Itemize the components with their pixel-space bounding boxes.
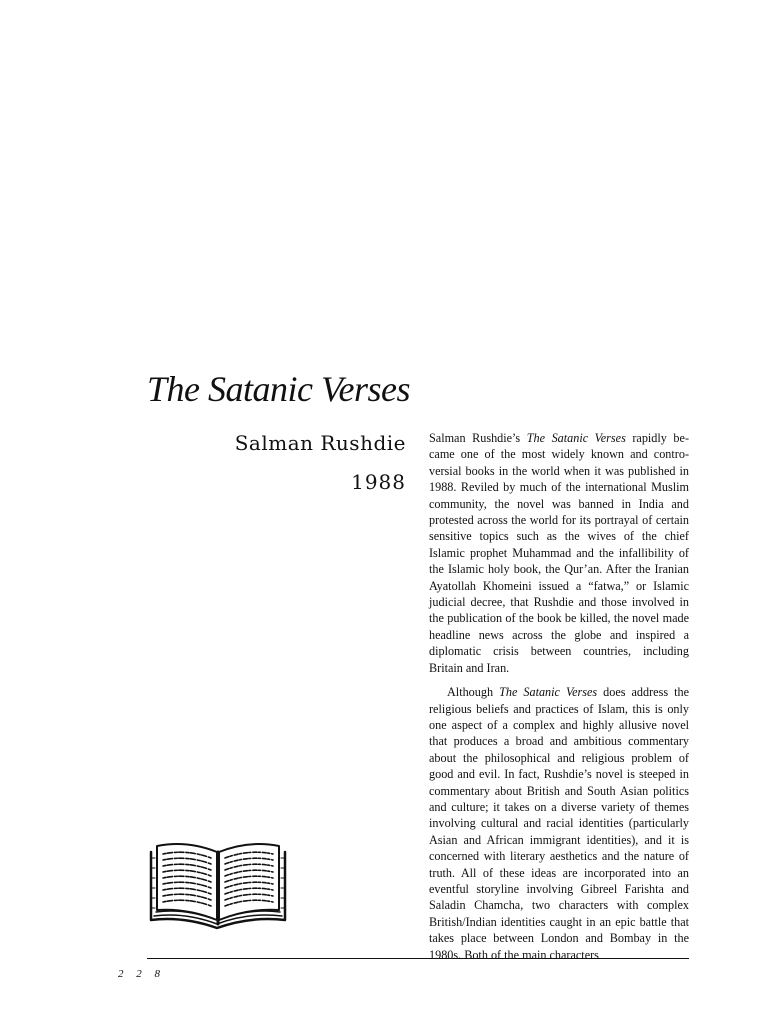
author-name: Salman Rushdie — [234, 431, 406, 455]
book-title-italic: The Satanic Verses — [499, 685, 598, 700]
paragraph-2 — [429, 684, 689, 963]
paragraph-1 — [429, 430, 689, 676]
paragraph-2-start: Although — [447, 685, 500, 700]
footer-rule — [147, 958, 689, 959]
page-title: The Satanic Verses — [147, 369, 410, 409]
body-text — [429, 430, 689, 971]
page-number: 2 2 8 — [118, 968, 165, 980]
book-title-italic: The Satanic Verses — [526, 431, 626, 445]
publication-year: 1988 — [351, 470, 406, 494]
open-book-icon — [147, 838, 289, 934]
paragraph-2-rest: does address the religious beliefs and practices of Islam, this is only one aspect of a complex and highly allusive novel that produces a broad and ambitious commentary about the philosophical and religious problem of good and evil. In fact, Rushdie’s novel is steeped in commentary about British and South Asian politics and culture; it takes on a diverse variety of themes involving cultural and racial identities (particularly Asian and African immigrant identities), and it is concerned with literary aesthetics and the nature of truth. All of these ideas are incorporated into an eventful storyline involving Gibreel Farishta and Saladin Chamcha, two characters with complex British/Indian identities caught in an epic battle that takes place between London and Bombay in the 1980s. Both of the main characters — [429, 685, 689, 962]
paragraph-1-rest: rapidly became one of the most widely known and controversial books in the world when it was published in 1988. Reviled by much of the international Muslim community, the novel was banned in India and protested across the world for its portrayal of certain sensitive topics such as the wives of the chief Islamic prophet Muhammad and the infallibility of the Islamic holy book, the Qur’an. After the Iranian Ayatollah Khomeini issued a “fatwa,” or Islamic judicial decree, that Rushdie and those involved in the publication of the book be killed, the novel made headline news across the globe and inspired a diplomatic crisis between countries, including Britain and Iran. — [429, 431, 689, 675]
paragraph-1-start: Salman Rushdie’s — [429, 431, 527, 445]
